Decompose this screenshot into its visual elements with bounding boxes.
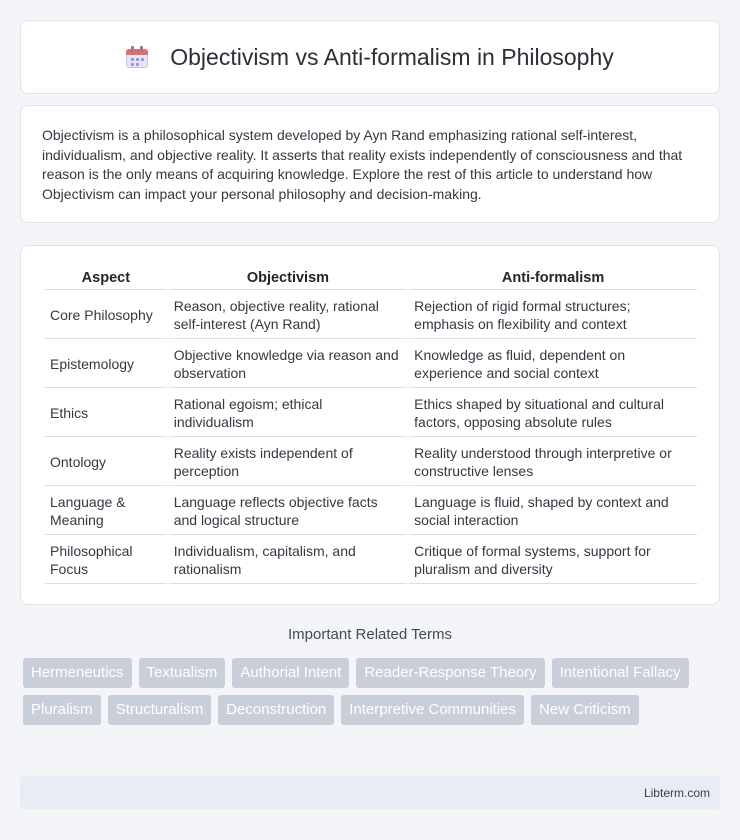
related-terms-list [23, 658, 723, 725]
row-objectivism: Reason, objective reality, rational self-interest (Ayn Rand) [169, 290, 407, 339]
row-aspect: Core Philosophy [45, 290, 167, 339]
row-objectivism: Objective knowledge via reason and observation [169, 339, 407, 388]
term-tag[interactable]: Interpretive Communities [341, 695, 524, 725]
term-tag[interactable]: Reader-Response Theory [356, 658, 544, 688]
table-row [45, 290, 697, 339]
table-row [45, 486, 697, 535]
table-row [45, 535, 697, 584]
related-terms-heading: Important Related Terms [288, 626, 452, 643]
row-aspect: Philosophical Focus [45, 535, 167, 584]
row-aspect: Ontology [45, 437, 167, 486]
row-objectivism: Language reflects objective facts and logical structure [169, 486, 407, 535]
term-tag[interactable]: Intentional Fallacy [552, 658, 689, 688]
term-tag[interactable]: New Criticism [531, 695, 639, 725]
term-tag[interactable]: Pluralism [23, 695, 101, 725]
row-aspect: Ethics [45, 388, 167, 437]
row-objectivism: Rational egoism; ethical individualism [169, 388, 407, 437]
row-aspect: Language & Meaning [45, 486, 167, 535]
footer [20, 776, 720, 809]
comparison-table [43, 266, 699, 584]
row-anti-formalism: Ethics shaped by situational and cultural factors, opposing absolute rules [409, 388, 697, 437]
table-row [45, 339, 697, 388]
footer-site-link[interactable]: Libterm.com [643, 785, 710, 800]
row-anti-formalism: Language is fluid, shaped by context and social interaction [409, 486, 697, 535]
term-tag[interactable]: Authorial Intent [232, 658, 349, 688]
calendar-icon [126, 46, 148, 68]
row-anti-formalism: Rejection of rigid formal structures; emphasis on flexibility and context [409, 290, 697, 339]
title-card [20, 20, 720, 94]
table-row [45, 437, 697, 486]
row-aspect: Epistemology [45, 339, 167, 388]
row-anti-formalism: Critique of formal systems, support for pluralism and diversity [409, 535, 697, 584]
intro-text: Objectivism is a philosophical system developed by Ayn Rand emphasizing rational self-interest, individualism, and objective reality. It asserts that reality exists independently of consciousness and that reason is the only means of acquiring knowledge. Explore the rest of this article to understand how Objectivism can impact your personal philosophy and decision-making. [42, 127, 683, 202]
term-tag[interactable]: Hermeneutics [23, 658, 132, 688]
table-header-row [45, 266, 697, 290]
comparison-card [20, 245, 720, 605]
term-tag[interactable]: Structuralism [108, 695, 212, 725]
row-objectivism: Reality exists independent of perception [169, 437, 407, 486]
row-anti-formalism: Knowledge as fluid, dependent on experience and social context [409, 339, 697, 388]
intro-card [20, 105, 720, 223]
term-tag[interactable]: Deconstruction [218, 695, 334, 725]
header-anti-formalism: Anti-formalism [409, 266, 697, 290]
page-title: Objectivism vs Anti-formalism in Philosophy [170, 43, 614, 70]
table-row [45, 388, 697, 437]
header-objectivism: Objectivism [169, 266, 407, 290]
row-objectivism: Individualism, capitalism, and rationalism [169, 535, 407, 584]
term-tag[interactable]: Textualism [139, 658, 226, 688]
header-aspect: Aspect [45, 266, 167, 290]
row-anti-formalism: Reality understood through interpretive or constructive lenses [409, 437, 697, 486]
